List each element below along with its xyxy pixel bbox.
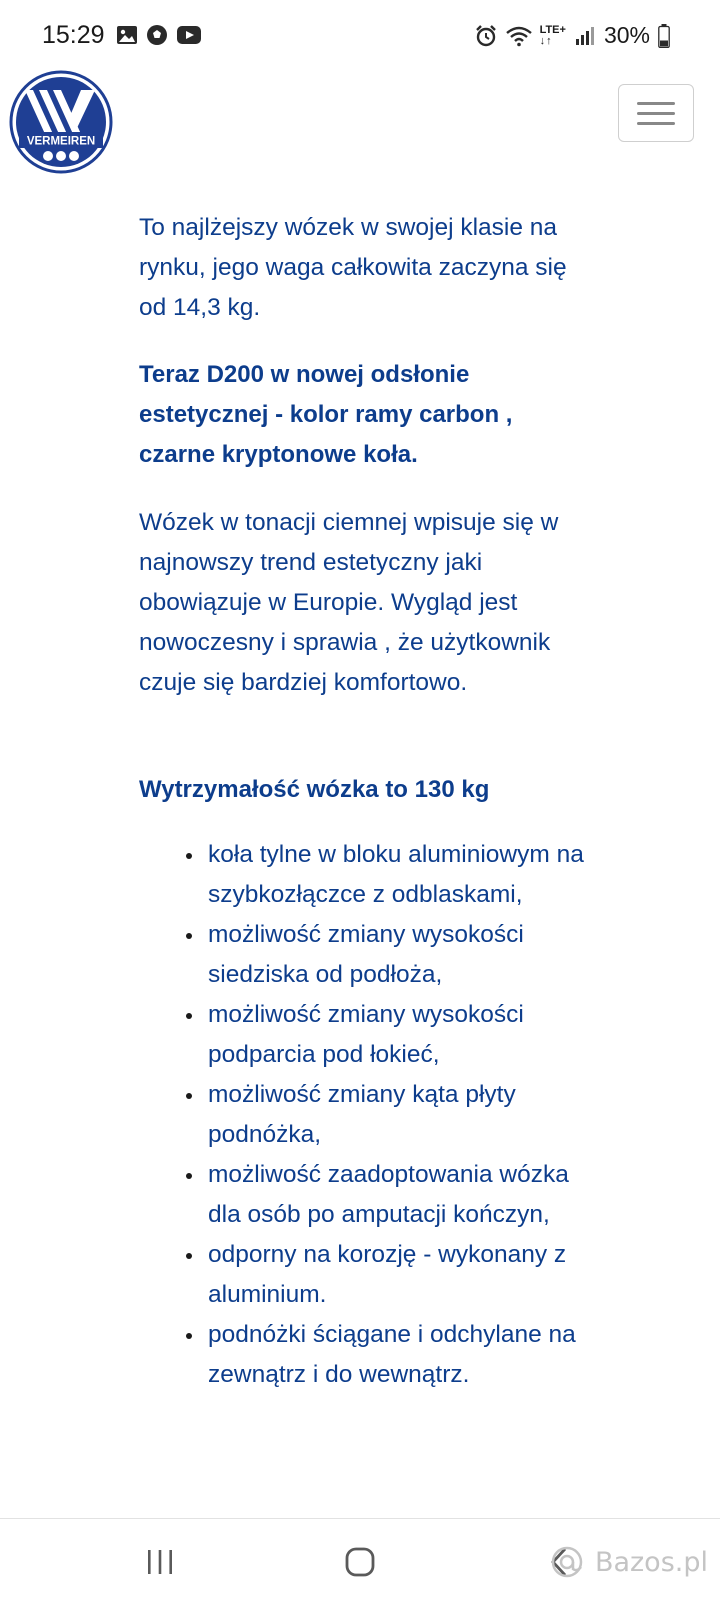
- list-item: odporny na korozję - wykonany z aluminium.: [191, 1235, 591, 1315]
- network-type: LTE+: [539, 23, 566, 36]
- battery-percent: 30%: [603, 22, 650, 48]
- list-item: możliwość zmiany wysokości podparcia pod łokieć,: [191, 995, 591, 1075]
- system-status: [474, 22, 670, 49]
- signal-icon: [574, 25, 596, 47]
- home-button[interactable]: [335, 1537, 385, 1587]
- hamburger-menu-button[interactable]: [618, 84, 694, 142]
- vermeiren-logo[interactable]: [9, 70, 113, 174]
- hamburger-icon: [637, 102, 675, 105]
- status-time: 15:29: [42, 21, 105, 49]
- gallery-icon: [116, 25, 138, 45]
- battery-icon: [658, 24, 670, 48]
- list-item: podnóżki ściągane i odchylane na zewnątrz i do wewnątrz.: [191, 1315, 591, 1395]
- lte-icon: LTE+ ↓↑: [539, 23, 566, 47]
- intro-paragraph: To najlżejszy wózek w swojej klasie na rynku, jego waga całkowita zaczyna się od 14,3 kg.: [139, 214, 567, 321]
- notification-icons: [116, 24, 202, 46]
- feature-list: [191, 835, 591, 1395]
- recents-button[interactable]: [135, 1537, 185, 1587]
- alarm-icon: [474, 24, 498, 48]
- list-item: koła tylne w bloku aluminiowym na szybkozłączce z odblaskami,: [191, 835, 591, 915]
- youtube-icon: [176, 25, 202, 45]
- bazos-logo-icon: [549, 1545, 591, 1579]
- description-paragraph: Wózek w tonacji ciemnej wpisuje się w najnowszy trend estetyczny jaki obowiązuje w Europie. Wygląd jest nowoczesny i sprawia , że użytkownik czuje się bardziej komfortowo.: [139, 509, 559, 696]
- list-item: możliwość zaadoptowania wózka dla osób po amputacji kończyn,: [191, 1155, 591, 1235]
- status-bar: [0, 0, 720, 72]
- navigation-bar: [0, 1518, 720, 1600]
- wifi-icon: [506, 25, 532, 47]
- watermark-text: Bazos.pl: [594, 1546, 708, 1578]
- recents-icon: [145, 1548, 175, 1576]
- list-item: możliwość zmiany kąta płyty podnóżka,: [191, 1075, 591, 1155]
- hamburger-line: [637, 112, 675, 115]
- capacity-heading: Wytrzymałość wózka to 130 kg: [139, 776, 490, 803]
- logo-text: VERMEIREN: [26, 135, 96, 148]
- hamburger-line: [637, 122, 675, 125]
- home-icon: [344, 1546, 376, 1578]
- bazos-watermark: [549, 1545, 708, 1579]
- list-item: możliwość zmiany wysokości siedziska od podłoża,: [191, 915, 591, 995]
- soccer-ball-icon: [146, 24, 168, 46]
- highlight-paragraph: Teraz D200 w nowej odsłonie estetycznej - kolor ramy carbon , czarne kryptonowe koła.: [139, 361, 513, 468]
